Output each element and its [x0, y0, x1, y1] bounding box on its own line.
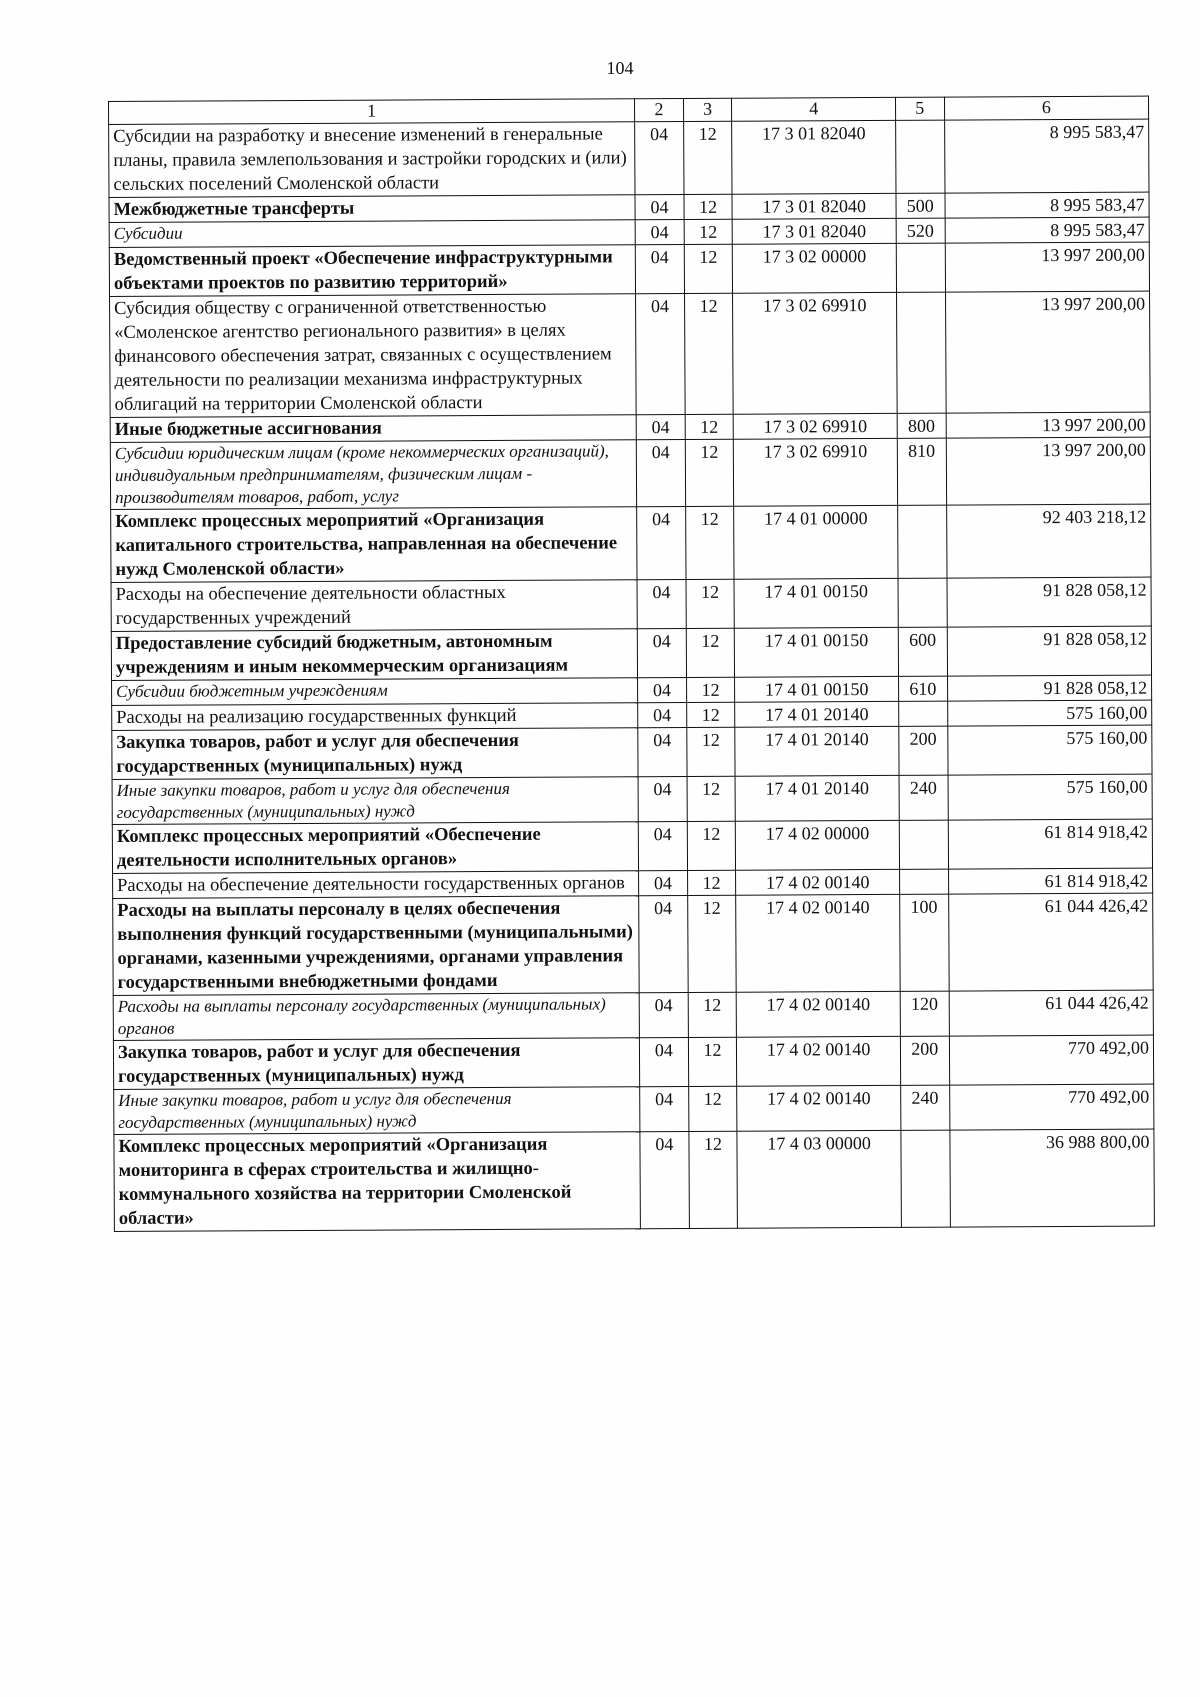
row-subsection-cell: 12	[687, 776, 736, 821]
row-section-cell: 04	[637, 579, 686, 628]
row-amount-cell: 13 997 200,00	[946, 437, 1151, 505]
row-name-cell: Межбюджетные трансферты	[109, 195, 635, 223]
row-subsection-cell: 12	[684, 219, 733, 244]
header-col-4: 4	[732, 97, 896, 121]
budget-table	[108, 96, 1155, 1232]
row-name-cell: Расходы на реализацию государственных функций	[112, 703, 638, 731]
row-expense-type-cell	[899, 701, 948, 726]
row-subsection-cell: 12	[684, 194, 733, 219]
row-expense-type-cell	[896, 243, 945, 292]
row-subsection-cell: 12	[687, 895, 736, 992]
row-amount-cell: 61 814 918,42	[948, 819, 1153, 869]
row-subsection-cell: 12	[686, 579, 735, 628]
row-section-cell: 04	[638, 776, 687, 821]
row-section-cell: 04	[636, 439, 685, 506]
row-expense-type-cell: 240	[901, 1085, 950, 1130]
header-col-3: 3	[683, 98, 732, 121]
row-amount-cell: 770 492,00	[949, 1084, 1154, 1130]
row-section-cell: 04	[639, 1037, 688, 1086]
row-expense-type-cell: 800	[897, 413, 946, 438]
row-name-cell: Комплекс процессных мероприятий «Организация мониторинга в сферах строительства и жилищно-коммунального хозяйства на территории Смоленской области»	[114, 1132, 641, 1232]
row-amount-cell: 575 160,00	[947, 700, 1152, 726]
row-target-article-cell: 17 4 02 00140	[737, 1085, 901, 1131]
table-row	[113, 990, 1153, 1040]
table-row	[114, 1084, 1154, 1134]
row-amount-cell: 8 995 583,47	[944, 119, 1149, 193]
table-row	[114, 1129, 1154, 1231]
row-expense-type-cell: 500	[896, 193, 945, 218]
row-subsection-cell: 12	[689, 1131, 738, 1228]
row-name-cell: Иные бюджетные ассигнования	[110, 415, 636, 443]
row-amount-cell: 61 044 426,42	[949, 990, 1154, 1036]
row-name-cell: Субсидии юридическим лицам (кроме некоммерческих организаций), индивидуальным предпринимателям, физическим лицам - производителям товаров, работ, услуг	[110, 440, 636, 510]
row-amount-cell: 91 828 058,12	[947, 675, 1152, 701]
header-col-5: 5	[895, 97, 944, 120]
row-section-cell: 04	[635, 219, 684, 244]
table-row	[109, 119, 1149, 197]
row-section-cell: 04	[638, 727, 687, 776]
row-amount-cell: 61 044 426,42	[948, 893, 1153, 991]
row-amount-cell: 8 995 583,47	[945, 217, 1150, 243]
row-target-article-cell: 17 3 01 82040	[732, 120, 896, 194]
table-row	[111, 577, 1151, 631]
row-expense-type-cell	[896, 292, 945, 413]
table-row	[109, 242, 1149, 296]
row-section-cell: 04	[640, 1086, 689, 1131]
row-name-cell: Предоставление субсидий бюджетным, автономным учреждениям и иным некоммерческим организациям	[111, 629, 637, 681]
table-row	[110, 437, 1150, 509]
row-expense-type-cell: 600	[898, 627, 947, 676]
header-col-6: 6	[944, 96, 1149, 120]
row-subsection-cell: 12	[687, 821, 736, 870]
row-expense-type-cell	[899, 869, 948, 894]
row-expense-type-cell	[898, 505, 947, 578]
row-target-article-cell: 17 4 01 20140	[735, 701, 899, 727]
row-name-cell: Субсидия обществу с ограниченной ответственностью «Смоленское агентство регионального развития» в целях финансового обеспечения затрат, связанных с осуществлением деятельности по реализации механизма инфраструктурных облигаций на территории Смоленской области	[110, 294, 637, 418]
table-row	[111, 504, 1151, 582]
row-subsection-cell: 12	[688, 1037, 737, 1086]
row-expense-type-cell: 610	[898, 676, 947, 701]
row-expense-type-cell	[898, 578, 947, 627]
row-expense-type-cell: 520	[896, 218, 945, 243]
row-section-cell: 04	[640, 1131, 689, 1228]
table-row	[112, 725, 1152, 779]
row-subsection-cell: 12	[685, 439, 734, 506]
row-expense-type-cell: 100	[900, 894, 949, 991]
row-target-article-cell: 17 4 02 00000	[736, 820, 900, 870]
row-subsection-cell: 12	[686, 628, 735, 677]
table-row	[111, 626, 1151, 680]
row-name-cell: Субсидии бюджетным учреждениям	[112, 678, 638, 706]
row-amount-cell: 91 828 058,12	[947, 577, 1152, 627]
row-target-article-cell: 17 4 02 00140	[736, 894, 900, 992]
row-name-cell: Комплекс процессных мероприятий «Организация капитального строительства, направленная на обеспечение нужд Смоленской области»	[111, 507, 637, 583]
row-expense-type-cell: 810	[897, 438, 946, 505]
row-subsection-cell: 12	[687, 870, 736, 895]
row-section-cell: 04	[639, 992, 688, 1037]
table-row	[112, 819, 1152, 873]
row-target-article-cell: 17 4 01 20140	[735, 726, 899, 776]
row-section-cell: 04	[637, 628, 686, 677]
row-section-cell: 04	[635, 244, 684, 293]
row-subsection-cell: 12	[686, 702, 735, 727]
row-target-article-cell: 17 4 01 20140	[735, 775, 899, 821]
row-target-article-cell: 17 3 02 00000	[733, 243, 897, 293]
row-section-cell: 04	[638, 821, 687, 870]
row-name-cell: Иные закупки товаров, работ и услуг для обеспечения государственных (муниципальных) нужд	[114, 1087, 640, 1135]
row-amount-cell: 13 997 200,00	[945, 291, 1150, 413]
row-subsection-cell: 12	[685, 506, 734, 579]
row-section-cell: 04	[635, 194, 684, 219]
row-name-cell: Ведомственный проект «Обеспечение инфраструктурными объектами проектов по развитию территорий»	[109, 245, 635, 297]
row-amount-cell: 13 997 200,00	[945, 242, 1150, 292]
row-subsection-cell: 12	[684, 244, 733, 293]
row-name-cell: Субсидии	[109, 220, 635, 248]
row-section-cell: 04	[635, 121, 684, 194]
row-expense-type-cell: 120	[900, 991, 949, 1036]
row-subsection-cell: 12	[685, 414, 734, 439]
row-expense-type-cell: 200	[899, 726, 948, 775]
row-expense-type-cell	[896, 120, 945, 193]
row-name-cell: Расходы на обеспечение деятельности государственных органов	[113, 871, 639, 899]
row-amount-cell: 36 988 800,00	[949, 1129, 1154, 1227]
row-target-article-cell: 17 4 01 00000	[734, 505, 898, 579]
row-target-article-cell: 17 4 02 00140	[737, 1036, 901, 1086]
row-target-article-cell: 17 4 02 00140	[736, 869, 900, 895]
row-name-cell: Расходы на обеспечение деятельности областных государственных учреждений	[111, 580, 637, 632]
row-subsection-cell: 12	[686, 727, 735, 776]
row-section-cell: 04	[636, 293, 685, 414]
row-amount-cell: 13 997 200,00	[946, 412, 1151, 438]
row-section-cell: 04	[636, 414, 685, 439]
row-subsection-cell: 12	[684, 293, 733, 414]
row-name-cell: Закупка товаров, работ и услуг для обеспечения государственных (муниципальных) нужд	[113, 1038, 639, 1090]
row-target-article-cell: 17 3 02 69910	[733, 292, 897, 414]
row-subsection-cell: 12	[683, 121, 732, 194]
row-amount-cell: 8 995 583,47	[945, 192, 1150, 218]
row-target-article-cell: 17 4 01 00150	[735, 676, 899, 702]
row-subsection-cell: 12	[686, 677, 735, 702]
row-name-cell: Закупка товаров, работ и услуг для обеспечения государственных (муниципальных) нужд	[112, 728, 638, 780]
row-section-cell: 04	[639, 895, 688, 992]
row-target-article-cell: 17 3 01 82040	[732, 193, 896, 219]
row-target-article-cell: 17 4 01 00150	[735, 627, 899, 677]
row-target-article-cell: 17 3 01 82040	[732, 218, 896, 244]
row-amount-cell: 91 828 058,12	[947, 626, 1152, 676]
row-expense-type-cell	[899, 820, 948, 869]
table-row	[112, 774, 1152, 824]
row-amount-cell: 770 492,00	[949, 1035, 1154, 1085]
row-section-cell: 04	[638, 677, 687, 702]
row-target-article-cell: 17 3 02 69910	[733, 413, 897, 439]
table-row	[110, 291, 1151, 417]
row-target-article-cell: 17 4 03 00000	[737, 1130, 901, 1228]
table-row	[113, 893, 1153, 995]
row-subsection-cell: 12	[688, 992, 737, 1037]
table-row	[113, 1035, 1153, 1089]
row-expense-type-cell	[901, 1130, 950, 1227]
header-col-2: 2	[635, 98, 684, 121]
row-target-article-cell: 17 3 02 69910	[734, 438, 898, 506]
row-name-cell: Субсидии на разработку и внесение изменений в генеральные планы, правила землепользования и застройки городских и (или) сельских поселений Смоленской области	[109, 122, 635, 198]
row-target-article-cell: 17 4 01 00150	[734, 578, 898, 628]
row-expense-type-cell: 200	[900, 1036, 949, 1085]
row-amount-cell: 575 160,00	[948, 774, 1153, 820]
row-name-cell: Комплекс процессных мероприятий «Обеспечение деятельности исполнительных органов»	[112, 822, 638, 874]
row-expense-type-cell: 240	[899, 775, 948, 820]
row-subsection-cell: 12	[688, 1086, 737, 1131]
table-body	[109, 119, 1155, 1231]
row-section-cell: 04	[637, 506, 686, 579]
row-section-cell: 04	[639, 870, 688, 895]
row-amount-cell: 92 403 218,12	[946, 504, 1151, 578]
row-name-cell: Расходы на выплаты персоналу в целях обеспечения выполнения функций государственными (муниципальными) органами, казенными учреждениями, органами управления государственными внебюджетными фондами	[113, 896, 640, 996]
row-name-cell: Расходы на выплаты персоналу государственных (муниципальных) органов	[113, 993, 639, 1041]
page-number: 104	[606, 58, 634, 78]
header-col-1: 1	[109, 99, 635, 125]
row-section-cell: 04	[638, 702, 687, 727]
row-amount-cell: 61 814 918,42	[948, 868, 1153, 894]
row-amount-cell: 575 160,00	[947, 725, 1152, 775]
row-name-cell: Иные закупки товаров, работ и услуг для обеспечения государственных (муниципальных) нужд	[112, 777, 638, 825]
row-target-article-cell: 17 4 02 00140	[737, 991, 901, 1037]
